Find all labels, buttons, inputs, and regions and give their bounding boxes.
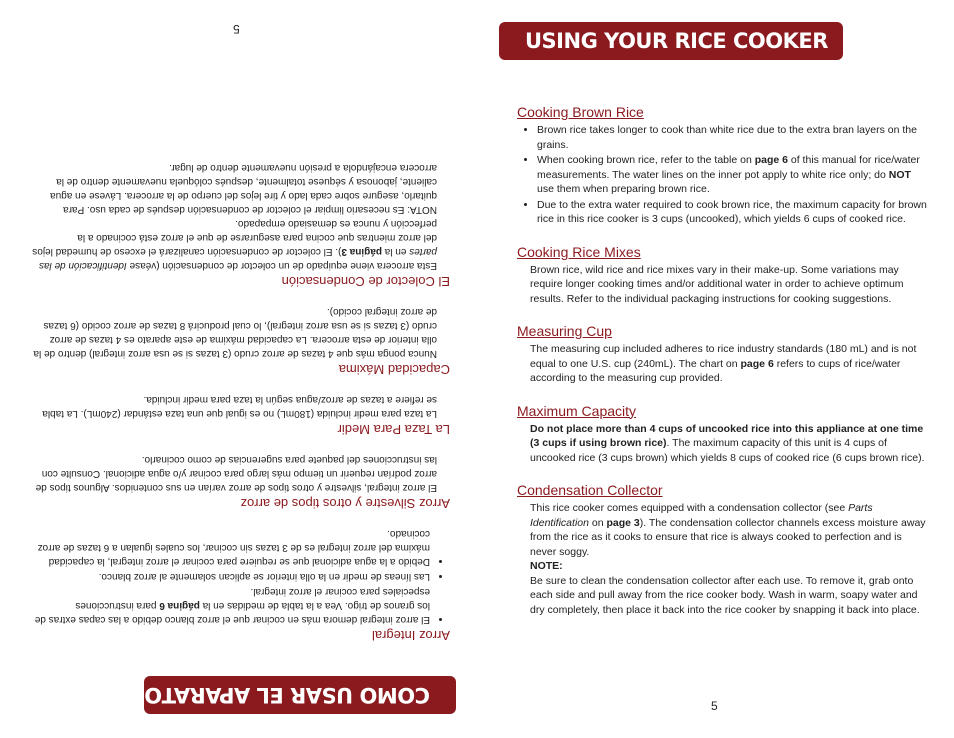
section-text: La taza para medir incluida (180mL) no es igual que una taza estándar (240mL). La tabla se refiere a tazas de arroz/agua según la taza para medir incluida. — [42, 394, 437, 419]
page-number: 5 — [233, 22, 240, 36]
section-text: Esta arrocera viene equipado de un colector de condensación (véase Identificación de las partes en la página 3). El colector de condensación canalizará el exceso de humedad lejos del arroz mientras que cocina para asegurarse de que el arroz está cocinado a la perfección y nunca es demasiado empapado. — [32, 218, 437, 271]
section-text: Nunca ponga más que 4 tazas de arroz crudo (3 tazas si se usa arroz integral) dentro de la olla interior de esta arrocera. La capacidad máxima de este aparato es 4 tazas de arroz crudo (3 tazas si se usa arroz integral), lo cual producirá 8 tazas de arroz cocido (6 tazas de arroz integral cocido). — [33, 306, 437, 359]
list-item: • Las líneas de medir en la olla interior se aplican solamente al arroz blanco. — [30, 569, 430, 583]
section-title: Cooking Brown Rice — [517, 104, 644, 120]
section-text: This rice cooker comes equipped with a condensation collector (see Parts Identification on page 3). The condensation collector channels excess moisture away from the rice as it cooks to ensure that rice is always cooked to perfection and is never soggy. — [530, 502, 926, 558]
banner-title: USING YOUR RICE COOKER — [525, 29, 828, 53]
spanish-banner — [144, 676, 456, 714]
section-rice-mixes — [517, 244, 927, 307]
section-title: Arroz Silvestre y otros tipos de arroz — [240, 496, 450, 511]
section-title: Condensation Collector — [517, 482, 663, 498]
section-text: El arroz integral, silvestre y otros tipos de arroz varían en sus contenidos. Algunos tipos de arroz podrían requerir un tiempo más largo para cocinar y/o agua adicional. Consulte con las instrucciones del paquete para sugerencias de como cocinarlo. — [35, 454, 437, 493]
section-title: Arroz Integral — [371, 628, 450, 643]
note-text: NOTA: Es necesario limpiar el colector de condensación después de cada uso. Para quitarlo, asegure sobre cada lado y tire lejos del cuerpo de la arrocera. Lávese en agua caliente, jabonosa y séquese totalmente, después colóquela nuevamente dentro de la arrocera encajándola a presión nuevamente dentro de lugar. — [50, 162, 437, 215]
section-max-capacity — [517, 403, 927, 466]
list-item: • Brown rice takes longer to cook than white rice due to the extra bran layers on the grains. — [537, 123, 927, 152]
section-arroz-silvestre — [30, 452, 450, 512]
section-colector — [30, 160, 450, 290]
arroz-integral-list — [30, 526, 450, 626]
english-content — [517, 104, 927, 634]
section-title: Cooking Rice Mixes — [517, 243, 641, 260]
section-title: El Colector de Condensación — [281, 274, 450, 289]
note-text: Be sure to clean the condensation collector after each use. To remove it, grab onto each side and pull away from the rice cooker body. Wash in warm, soapy water and dry completely, then place it back into the rice cooker by snapping it back into place. — [530, 574, 920, 616]
spanish-rotated-block — [26, 30, 450, 644]
section-text: Brown rice, wild rice and rice mixes vary in their make-up. Some variations may require longer cooking times and/or additional water in order to achieve optimum results. Refer to the individual packaging instructions for cooking suggestions. — [530, 263, 904, 305]
page-number: 5 — [711, 699, 718, 713]
section-condensation — [517, 482, 927, 617]
section-taza-medir — [30, 392, 450, 438]
banner-title: COMO USAR EL APARATO — [144, 683, 430, 707]
section-brown-rice — [517, 104, 927, 227]
list-item: • Debido a la agua adicional que se requiere para cocinar el arroz integral, la capacidad máxima del arroz integral es de 3 tazas sin cocinar, los cuales igualan a 6 tazas de arroz cocinado. — [30, 526, 430, 568]
section-text: Do not place more than 4 cups of uncooked rice into this appliance at one time (3 cups if using brown rice). The maximum capacity of this unit is 4 cups of uncooked rice (3 cups brown) which yields 8 cups of cooked rice (6 cups brown rice). — [530, 422, 925, 464]
english-page — [477, 0, 954, 738]
section-title: La Taza Para Medir — [337, 422, 450, 437]
section-title: Maximum Capacity — [517, 402, 637, 419]
list-item: • When cooking brown rice, refer to the table on page 6 of this manual for rice/water measurements. The water lines on the inner pot apply to white rice only; do NOT use them when preparing brown rice. — [537, 153, 927, 197]
section-arroz-integral — [30, 526, 450, 644]
list-item: • El arroz integral demora más en cocinar que el arroz blanco debido a las capas extras de los granos de trigo. Vea a la tabla de medidas en la página 6 para instrucciones especiales para cocinar el arroz integral. — [30, 584, 430, 626]
section-measuring-cup — [517, 323, 927, 386]
section-title: Capacidad Máxima — [338, 362, 450, 377]
section-text: The measuring cup included adheres to rice industry standards (180 mL) and is not equal to one U.S. cup (240mL). The chart on page 6 refers to cups of rice/water according to the measuring cup provided. — [530, 343, 917, 384]
brown-rice-list — [517, 123, 927, 227]
section-title: Measuring Cup — [517, 323, 612, 339]
note-label: NOTE: — [530, 560, 563, 572]
spanish-content — [30, 160, 450, 644]
list-item: • Due to the extra water required to cook brown rice, the maximum capacity for brown rice in this rice cooker is 3 cups (uncooked), which yields 6 cups of cooked rice. — [537, 198, 927, 227]
english-banner — [499, 22, 843, 60]
section-capacidad-maxima — [30, 304, 450, 378]
